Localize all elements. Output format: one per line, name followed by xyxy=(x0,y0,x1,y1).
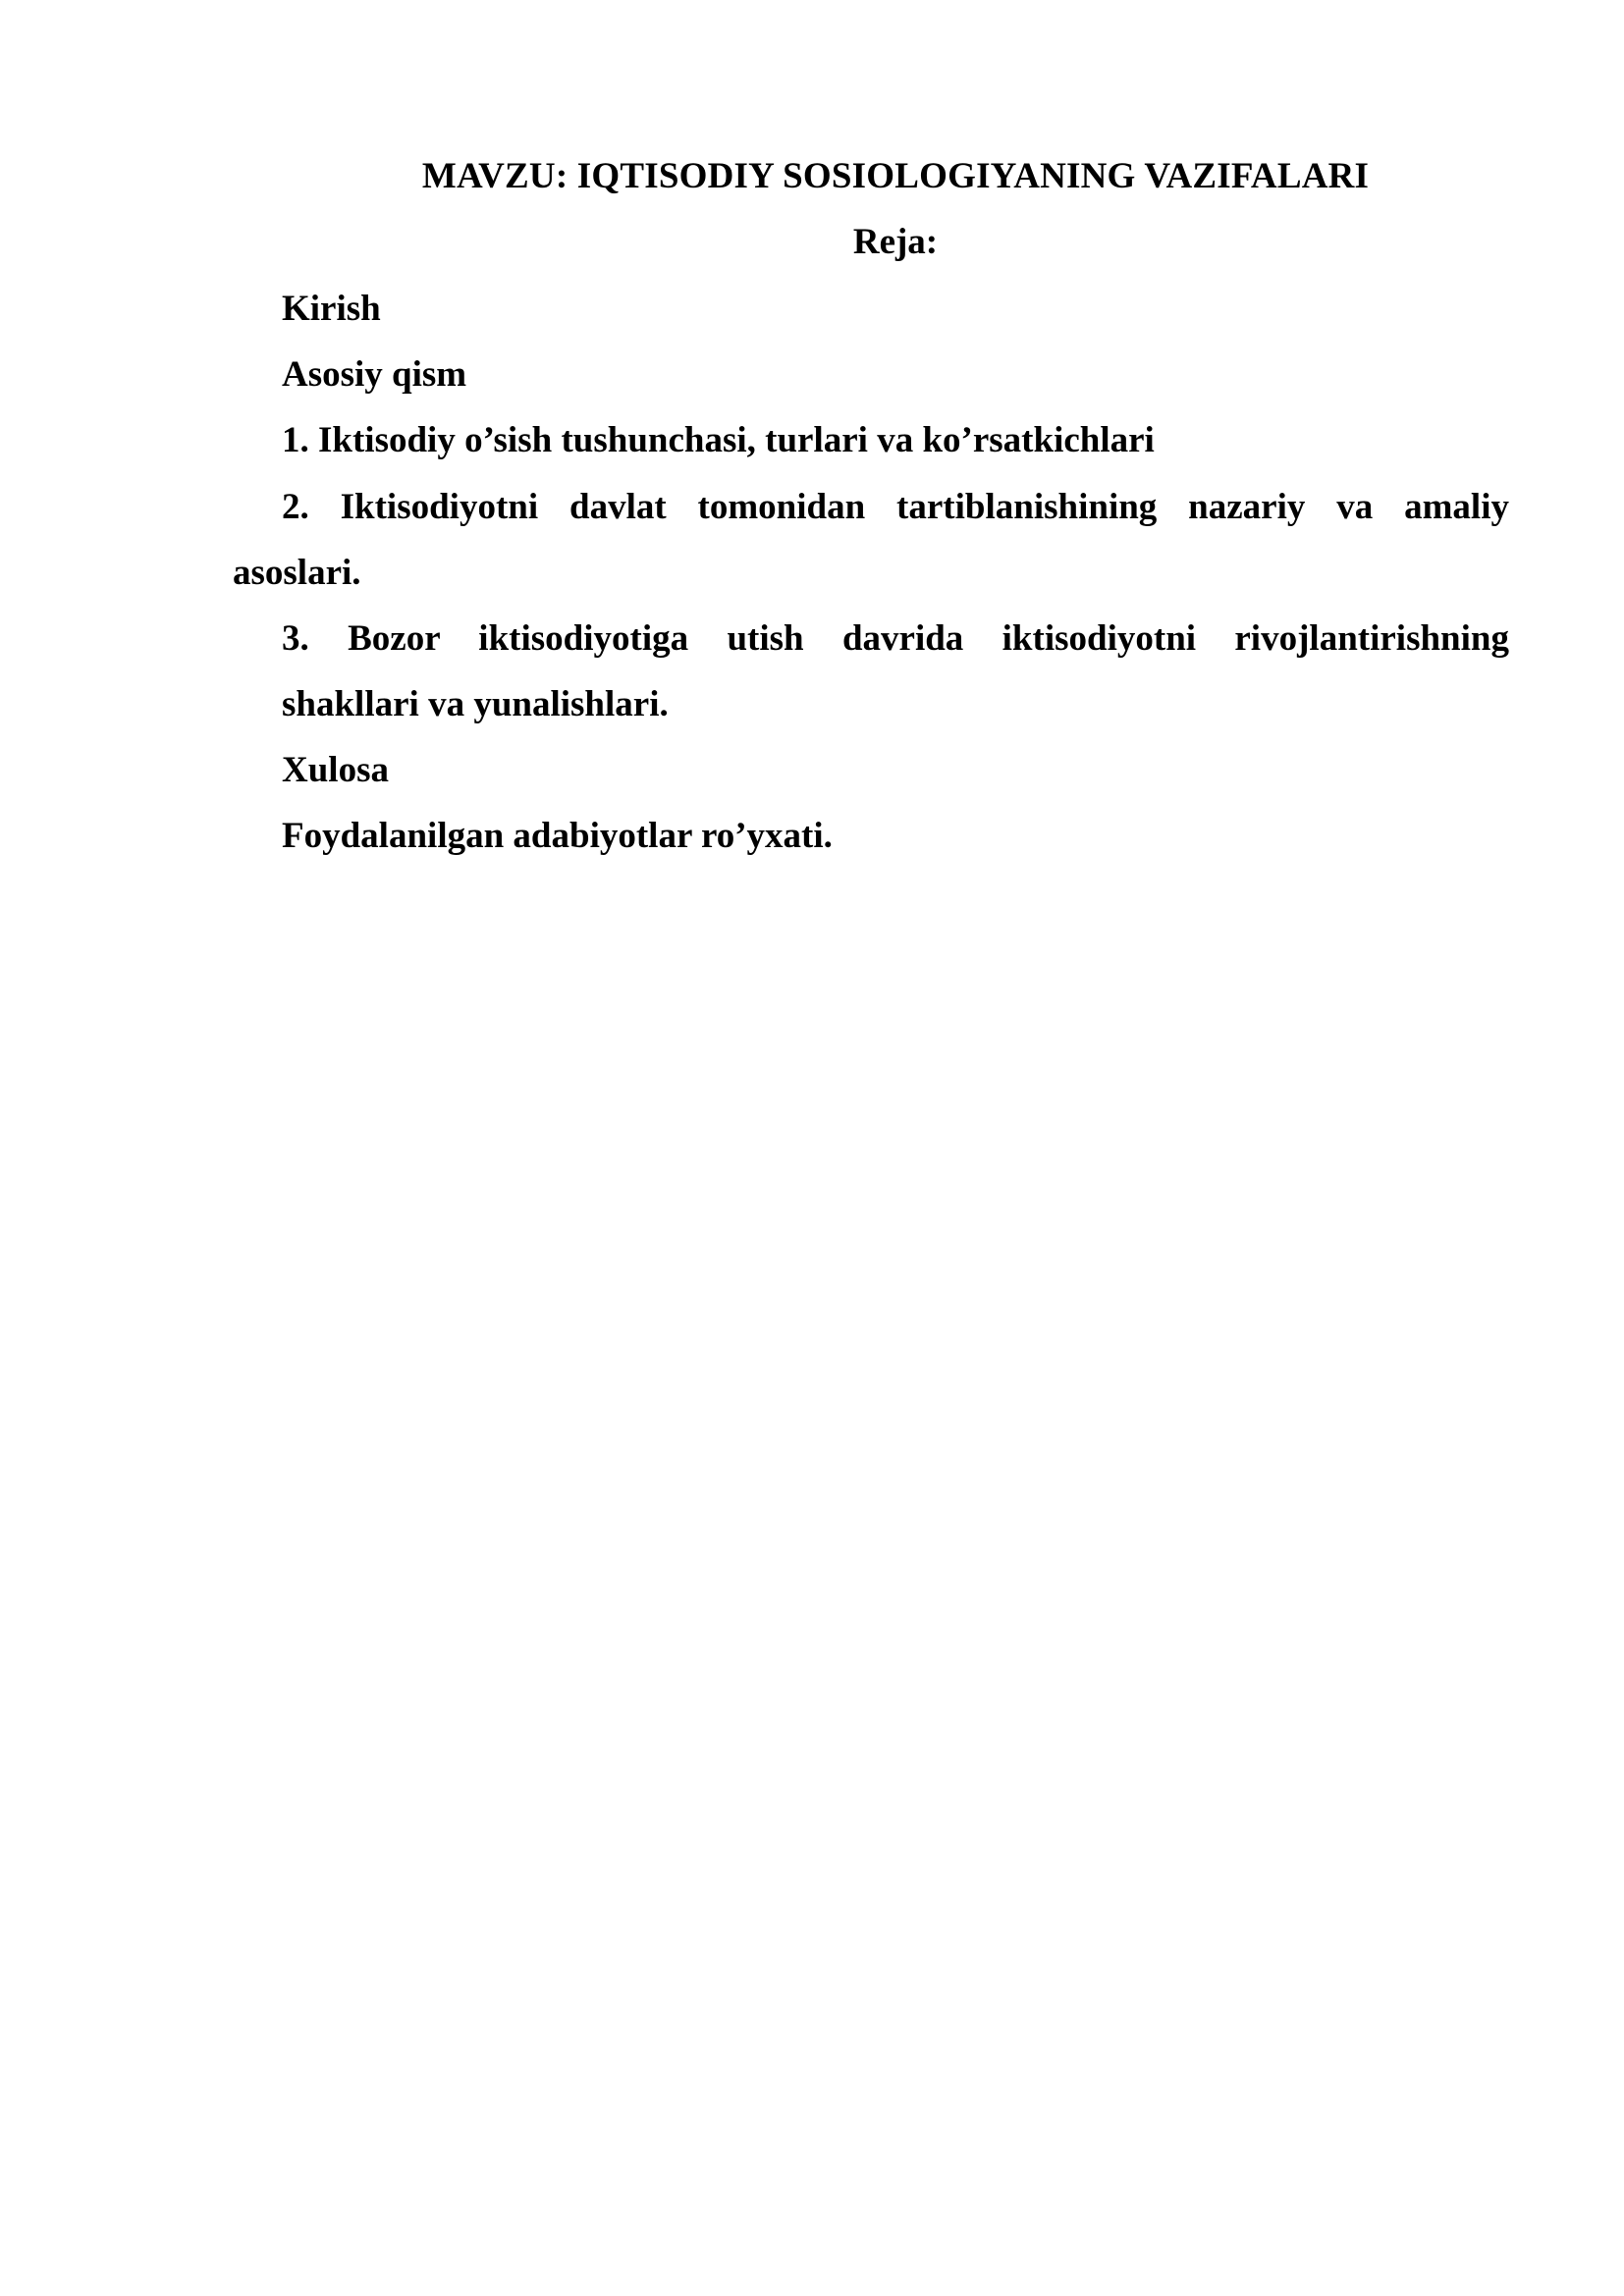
plan-item-intro: Kirish xyxy=(282,289,381,329)
document-title: MAVZU: IQTISODIY SOSIOLOGIYANING VAZIFALARI xyxy=(421,156,1370,196)
plan-item-point-1: 1. Iktisodiy o’sish tushunchasi, turlari va ko’rsatkichlari xyxy=(282,420,1155,460)
plan-item-point-3-line-2: shakllari va yunalishlari. xyxy=(282,684,669,724)
plan-heading: Reja: xyxy=(852,222,939,262)
plan-item-point-2-line-1: 2. Iktisodiyotni davlat tomonidan tartiblanishining nazariy va amaliy xyxy=(282,487,1509,527)
plan-item-point-2-line-2: asoslari. xyxy=(233,553,361,593)
plan-item-main-part: Asosiy qism xyxy=(282,354,467,395)
plan-item-references: Foydalanilgan adabiyotlar ro’yxati. xyxy=(282,816,833,856)
plan-item-conclusion: Xulosa xyxy=(282,750,389,790)
plan-item-point-3-line-1: 3. Bozor iktisodiyotiga utish davrida iktisodiyotni rivojlantirishning xyxy=(282,618,1509,659)
